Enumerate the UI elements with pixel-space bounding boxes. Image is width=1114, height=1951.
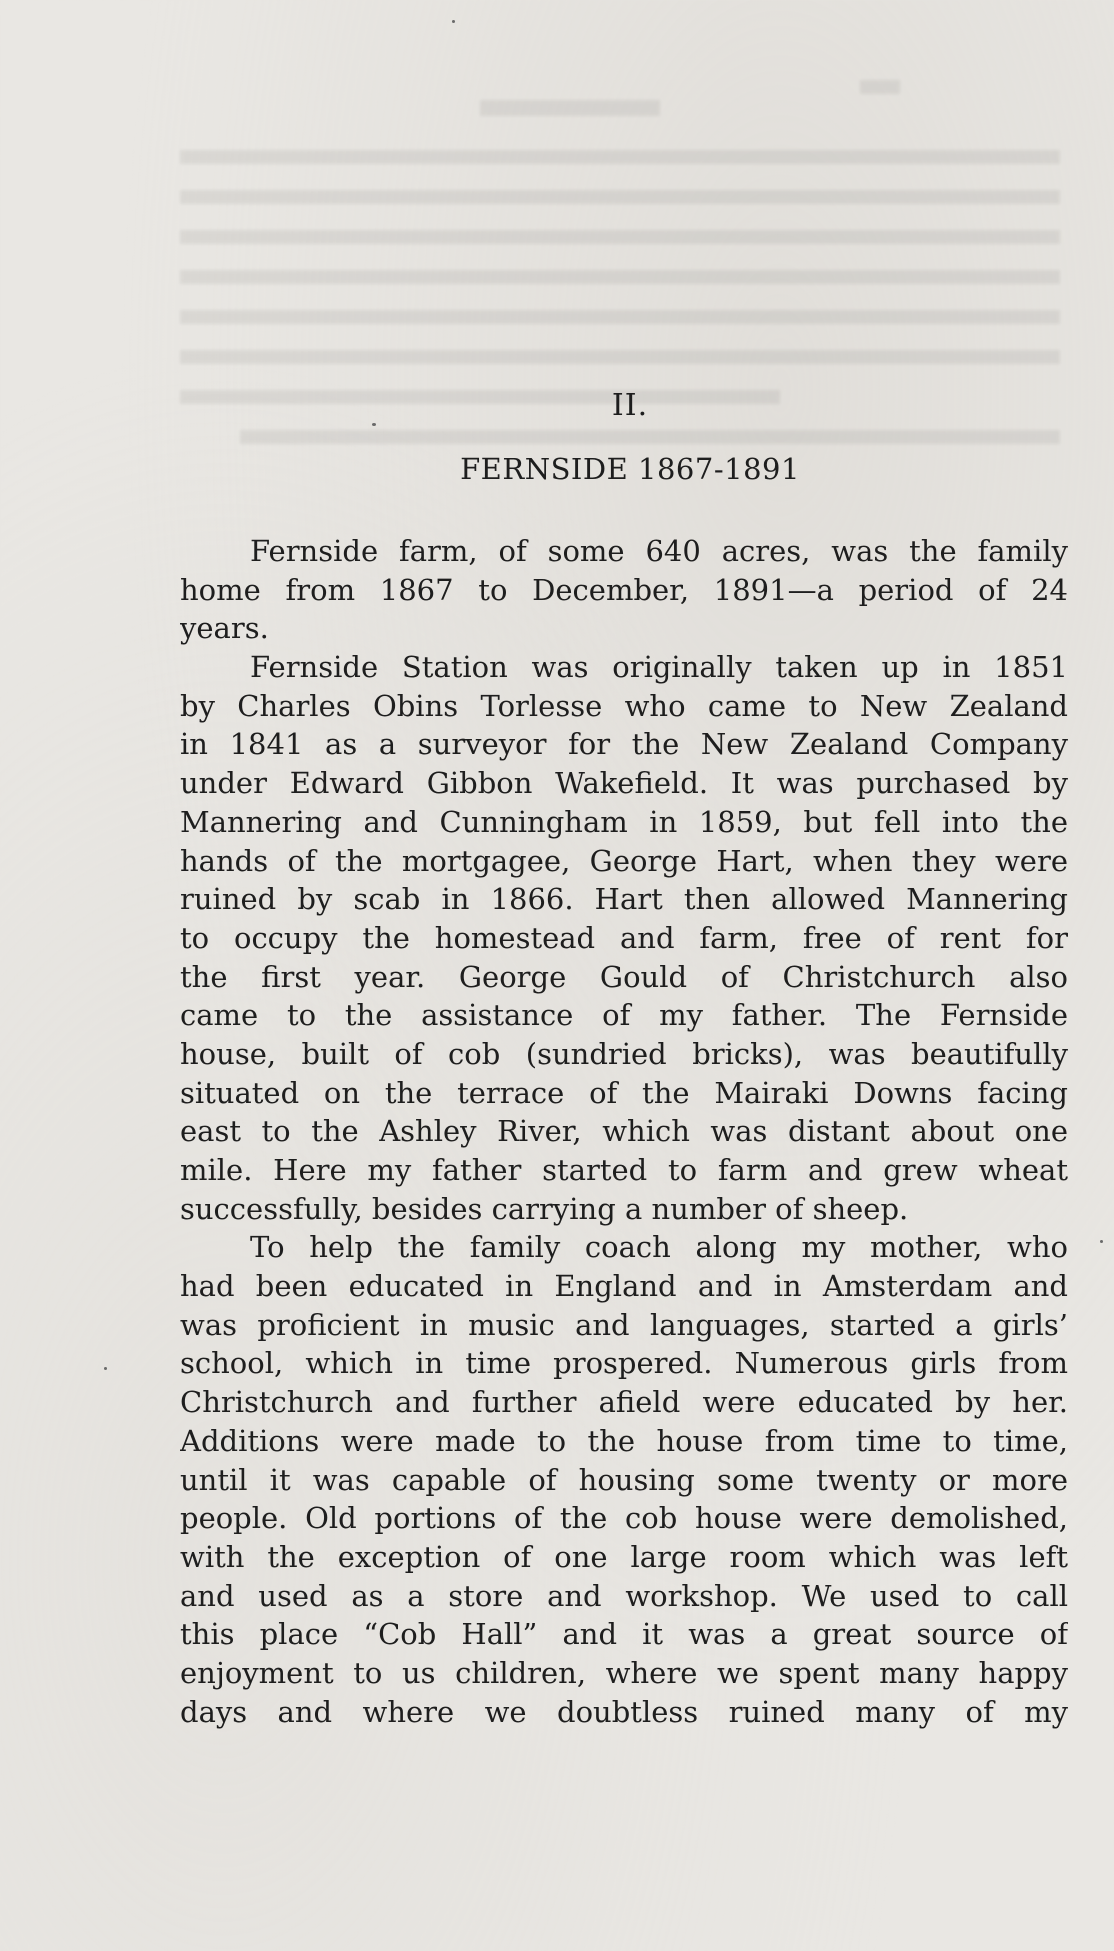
page-speck [104, 1367, 107, 1370]
text-line: mile. Here my father started to farm and grew wheat [180, 1153, 1068, 1187]
text-line: until it was capable of housing some twenty or more [180, 1462, 1068, 1497]
text-line: the first year. George Gould of Christchurch also [180, 959, 1068, 994]
text-line: Fernside Station was originally taken up in 1851 [250, 650, 1068, 685]
text-line: To help the family coach along my mother, who [250, 1230, 1068, 1265]
text-line: came to the assistance of my father. The Fernside [180, 998, 1068, 1033]
body-text [180, 532, 1068, 1731]
chapter-title: FERNSIDE 1867-1891 [460, 452, 800, 486]
chapter-number: II. [611, 388, 649, 423]
text-line: to occupy the homestead and farm, free of rent for [180, 920, 1068, 955]
page-speck [372, 423, 376, 426]
text-line: ruined by scab in 1866. Hart then allowed Mannering [180, 882, 1068, 917]
text-line: people. Old portions of the cob house were demolished, [180, 1501, 1068, 1536]
page-speck [1100, 1240, 1103, 1243]
text-line: in 1841 as a surveyor for the New Zealand Company [180, 727, 1068, 762]
page-speck [452, 20, 455, 23]
text-line: enjoyment to us children, where we spent many happy [180, 1655, 1068, 1690]
text-line: years. [180, 611, 269, 646]
text-line: hands of the mortgagee, George Hart, when they were [180, 843, 1068, 878]
text-line: house, built of cob (sundried bricks), was beautifully [180, 1036, 1068, 1071]
text-line: under Edward Gibbon Wakefield. It was purchased by [180, 766, 1068, 801]
text-line: Additions were made to the house from time to time, [180, 1423, 1068, 1458]
text-line: with the exception of one large room which was left [180, 1539, 1068, 1574]
text-line: school, which in time prospered. Numerous girls from [180, 1346, 1068, 1381]
text-line: successfully, besides carrying a number of sheep. [180, 1191, 909, 1226]
text-line: was proficient in music and languages, started a girls’ [180, 1307, 1068, 1342]
text-line: this place “Cob Hall” and it was a great source of [180, 1617, 1068, 1652]
text-line: and used as a store and workshop. We used to call [180, 1578, 1068, 1613]
text-line: Christchurch and further afield were educated by her. [180, 1385, 1068, 1420]
text-line: days and where we doubtless ruined many of my [180, 1694, 1068, 1729]
text-line: by Charles Obins Torlesse who came to New Zealand [180, 688, 1068, 723]
text-line: Mannering and Cunningham in 1859, but fell into the [180, 804, 1068, 839]
text-line: home from 1867 to December, 1891—a period of 24 [180, 572, 1068, 607]
text-line: east to the Ashley River, which was distant about one [180, 1114, 1068, 1149]
text-line: Fernside farm, of some 640 acres, was the family [250, 534, 1068, 568]
text-line: had been educated in England and in Amsterdam and [180, 1269, 1068, 1304]
text-line: situated on the terrace of the Mairaki Downs facing [180, 1075, 1068, 1110]
